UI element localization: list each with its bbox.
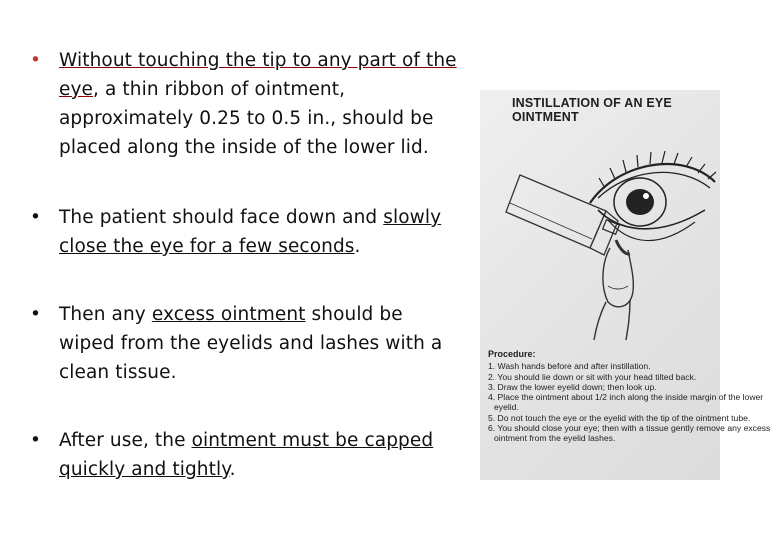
bullet-text: , a thin ribbon of ointment, approximately 0.25 to 0.5 in., should be placed along the inside of the lower lid. (59, 79, 434, 158)
emphasis-capped-tightly: ointment must be capped quickly and tightly (59, 430, 434, 480)
eye-drawing (480, 90, 720, 340)
bullet-item-4: • After use, the ointment must be capped quickly and tightly. (30, 426, 460, 484)
emphasis-no-touch: Without touching the tip to any part of the eye (59, 50, 457, 100)
illustration-title: INSTILLATION OF AN EYE OINTMENT (512, 96, 672, 124)
eye-ointment-illustration (480, 90, 770, 480)
procedure-step: eyelid. (494, 402, 519, 413)
bullet-marker: • (30, 304, 42, 325)
procedure-step: ointment from the eyelid lashes. (494, 433, 616, 444)
eye-icon (590, 151, 716, 241)
bullet-item-3: • Then any excess ointment should be wiped from the eyelids and lashes with a clean tissue. (30, 300, 460, 387)
procedure-step: 5. Do not touch the eye or the eyelid with the tip of the ointment tube. (488, 412, 751, 423)
bullet-text: Then any (59, 304, 152, 325)
procedure-step: 6. You should close your eye; then with a tissue gently remove any excess (488, 423, 770, 434)
procedure-step: 4. Place the ointment about 1/2 inch along the inside margin of the lower (488, 392, 764, 403)
bullet-marker: • (30, 50, 42, 71)
finger-icon (594, 248, 633, 340)
procedure-step: 1. Wash hands before and after instillation. (488, 361, 651, 372)
procedure-list (488, 349, 770, 444)
procedure-step: 2. You should lie down or sit with your head tilted back. (488, 371, 697, 382)
bullet-item-1 (30, 46, 460, 162)
procedure-heading: Procedure: (488, 349, 536, 359)
emphasis-excess-ointment: excess ointment (151, 304, 306, 325)
bullet-item-2: • The patient should face down and slowly close the eye for a few seconds. (30, 203, 460, 261)
emphasis-slowly-close: slowly close the eye for a few seconds (59, 207, 442, 257)
bullet-text: After use, the (59, 430, 192, 451)
bullet-text: The patient should face down and (59, 207, 384, 228)
procedure-step: 3. Draw the lower eyelid down; then look up. (488, 381, 657, 392)
bullet-marker: • (30, 207, 42, 228)
bullet-marker: • (30, 430, 42, 451)
